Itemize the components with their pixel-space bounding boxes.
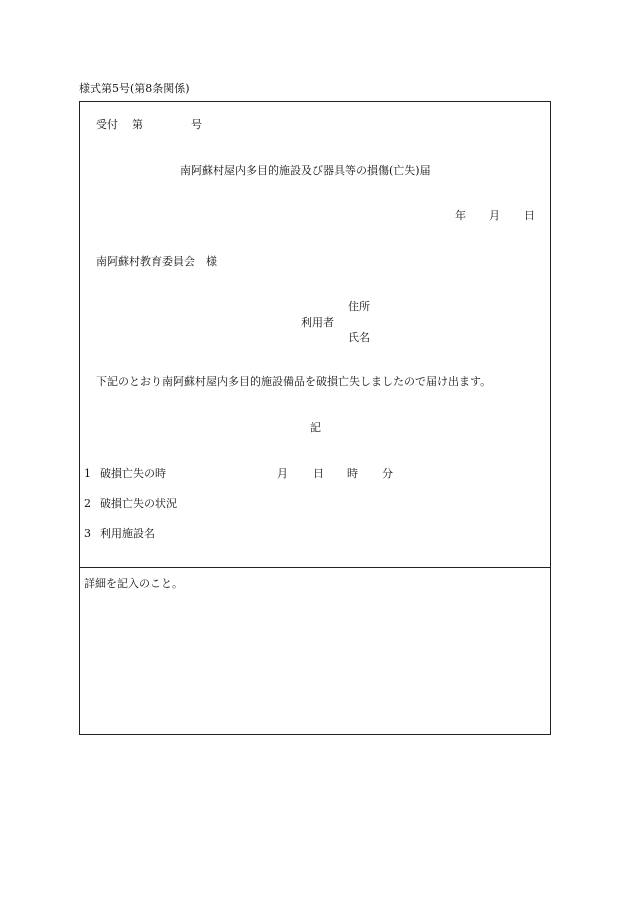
date-year: 年: [455, 209, 466, 222]
addressee: 南阿蘇村教育委員会 様: [96, 255, 217, 268]
date-month: 月: [489, 209, 500, 222]
section-divider: [79, 567, 551, 568]
form-box: [79, 101, 551, 735]
user-name-label: 氏名: [348, 331, 370, 344]
time-hour: 時: [347, 467, 358, 480]
document-title: 南阿蘇村屋内多目的施設及び器具等の損傷(亡失)届: [180, 164, 431, 177]
item-2-num: 2: [84, 497, 91, 510]
time-day: 日: [313, 467, 324, 480]
form-number: 様式第5号(第8条関係): [79, 82, 190, 95]
date-day: 日: [524, 209, 535, 222]
item-1-label: 破損亡失の時: [100, 467, 166, 480]
user-address-label: 住所: [348, 300, 370, 313]
details-note: 詳細を記入のこと。: [84, 577, 183, 590]
time-month: 月: [277, 467, 288, 480]
receipt-go: 号: [191, 118, 202, 131]
receipt-dai: 第: [132, 118, 143, 131]
item-3-label: 利用施設名: [100, 527, 155, 540]
receipt-label: 受付: [96, 118, 118, 131]
item-3-num: 3: [84, 527, 91, 540]
item-1-num: 1: [84, 467, 91, 480]
ki-label: 記: [310, 421, 321, 434]
item-2-label: 破損亡失の状況: [100, 497, 177, 510]
time-minute: 分: [382, 467, 393, 480]
user-label: 利用者: [301, 316, 334, 329]
statement: 下記のとおり南阿蘇村屋内多目的施設備品を破損亡失しましたので届け出ます。: [96, 375, 492, 388]
